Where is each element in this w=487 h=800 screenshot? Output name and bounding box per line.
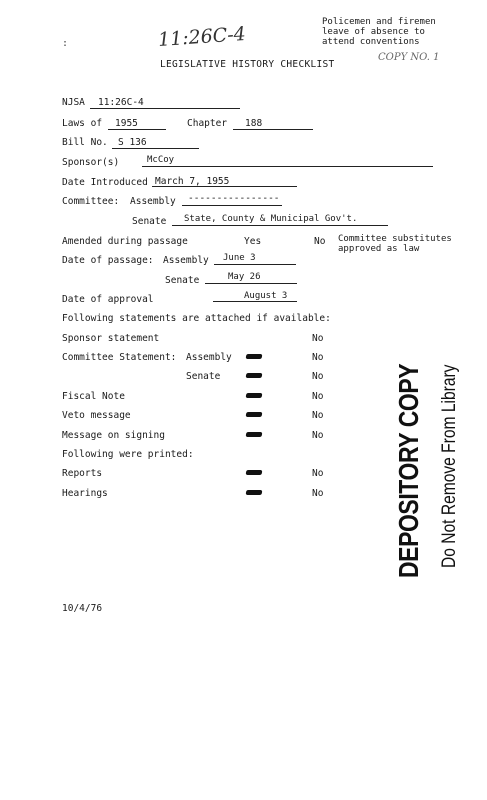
page-title: LEGISLATIVE HISTORY CHECKLIST (160, 59, 335, 70)
redaction-mark (246, 412, 263, 417)
statement-label: Veto message (62, 410, 131, 421)
bill-underline (112, 148, 199, 149)
redaction-mark (246, 393, 263, 398)
redaction-mark (246, 354, 263, 359)
amended-yes: Yes (244, 236, 262, 247)
footer-date: 10/4/76 (62, 603, 103, 614)
statement-sub-label: Assembly (186, 352, 232, 363)
chapter-underline (233, 129, 313, 130)
copy-note: COPY NO. 1 (378, 52, 440, 63)
committee-assembly-underline (182, 205, 282, 206)
statement-no: No (312, 333, 324, 344)
statement-no: No (312, 391, 324, 402)
passage-senate-label: Senate (165, 275, 200, 286)
redaction-mark (246, 432, 263, 437)
sponsor-underline (142, 166, 433, 167)
laws-label: Laws of (62, 118, 103, 129)
statement-label: Committee Statement: (62, 352, 177, 363)
bill-value: S 136 (118, 137, 147, 148)
committee-senate-value: State, County & Municipal Gov't. (184, 214, 358, 224)
topic-line: leave of absence to (322, 27, 425, 37)
printed-no: No (312, 488, 324, 499)
stamp-line-1: DEPOSITORY COPY (393, 363, 424, 578)
amended-no: No (314, 236, 326, 247)
njsa-label: NJSA (62, 97, 85, 108)
statement-no: No (312, 430, 324, 441)
redaction-mark (246, 470, 263, 475)
redaction-mark (246, 373, 263, 378)
chapter-label: Chapter (187, 118, 228, 129)
printed-no: No (312, 468, 324, 479)
chapter-value: 188 (245, 118, 263, 129)
amended-label: Amended during passage (62, 236, 188, 247)
statement-no: No (312, 352, 324, 363)
statement-label: Fiscal Note (62, 391, 125, 402)
committee-assembly-label: Assembly (130, 196, 176, 207)
date-introduced-value: March 7, 1955 (155, 176, 230, 187)
approval-label: Date of approval (62, 294, 154, 305)
committee-label: Committee: (62, 196, 120, 207)
passage-assembly-value: June 3 (223, 253, 256, 263)
amended-note (338, 234, 452, 254)
sponsor-value: McCoy (147, 155, 175, 165)
passage-senate-value: May 26 (228, 272, 261, 282)
amended-note-line: Committee substitutes (338, 234, 452, 244)
amended-note-line: approved as law (338, 244, 420, 254)
committee-assembly-value: ---------------- (188, 193, 280, 204)
statement-sub-label: Senate (186, 371, 221, 382)
date-introduced-underline (152, 186, 297, 187)
printed-label: Hearings (62, 488, 108, 499)
printed-label: Reports (62, 468, 103, 479)
approval-underline (213, 301, 297, 302)
njsa-underline (90, 108, 240, 109)
sponsor-label: Sponsor(s) (62, 157, 120, 168)
stamp-line-2: Do Not Remove From Library (439, 364, 460, 568)
handwritten-code: 11:26C-4 (157, 22, 247, 52)
passage-assembly-label: Assembly (163, 255, 209, 266)
njsa-value: 11:26C-4 (98, 97, 144, 108)
topic-line: Policemen and firemen (322, 17, 436, 27)
bill-label: Bill No. (62, 137, 108, 148)
laws-value: 1955 (115, 118, 138, 129)
passage-assembly-underline (214, 264, 296, 265)
topic-line: attend conventions (322, 37, 420, 47)
topic-description (322, 17, 436, 47)
redaction-mark (246, 490, 263, 495)
statement-no: No (312, 371, 324, 382)
statement-no: No (312, 410, 324, 421)
statement-label: Message on signing (62, 430, 165, 441)
date-introduced-label: Date Introduced (62, 177, 148, 188)
laws-underline (108, 129, 166, 130)
printed-heading: Following were printed: (62, 449, 194, 460)
statements-heading: Following statements are attached if available: (62, 313, 331, 324)
statement-label: Sponsor statement (62, 333, 160, 344)
margin-mark: : (62, 38, 69, 49)
approval-value: August 3 (244, 291, 288, 301)
committee-senate-underline (172, 225, 388, 226)
passage-label: Date of passage: (62, 255, 154, 266)
passage-senate-underline (205, 283, 297, 284)
committee-senate-label: Senate (132, 216, 167, 227)
